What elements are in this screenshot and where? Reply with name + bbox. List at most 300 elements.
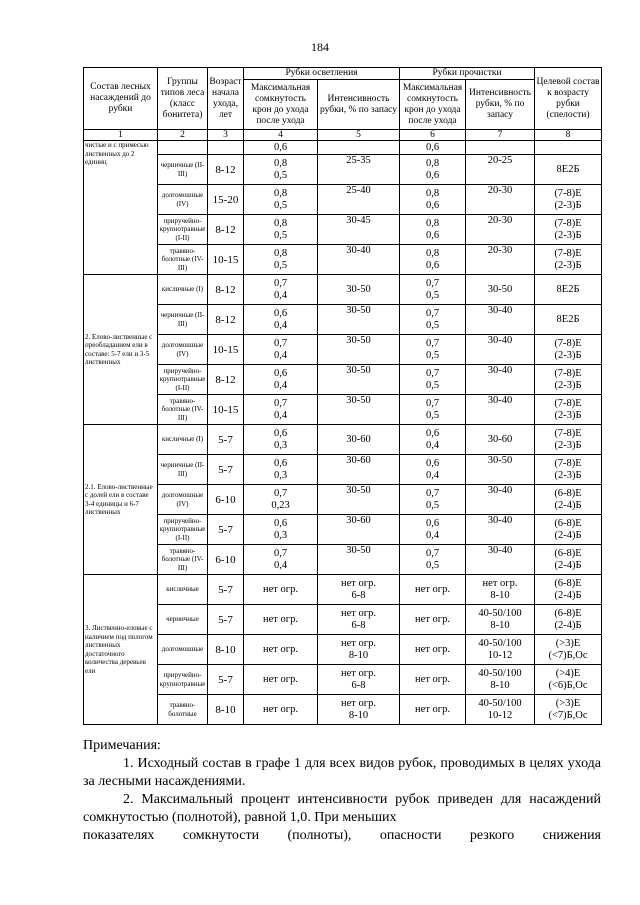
table-row — [84, 215, 602, 245]
forest-type-cell-line: долгомошные — [161, 645, 204, 654]
pro-intensity-cell — [466, 425, 535, 455]
forest-type-cell-line: травяно-болотные (IV-III) — [161, 246, 204, 272]
osv-max-closure-cell — [244, 141, 318, 155]
pro-intensity-cell — [466, 365, 535, 395]
notes-title: Примечания: — [83, 738, 161, 753]
pro-intensity-cell — [466, 545, 535, 575]
pro-max-closure-cell-line: 0,7 — [425, 547, 440, 559]
pro-max-closure-cell-line: 0,6 — [425, 169, 440, 181]
pro-max-closure-cell-line: 0,8 — [425, 247, 440, 259]
forest-type-cell — [158, 245, 208, 275]
forest-type-cell-line: приручейно-крупнотравные — [159, 671, 206, 688]
age-cell — [208, 141, 244, 155]
age-cell-line: 6-10 — [215, 553, 236, 566]
osv-intensity-cell — [318, 635, 400, 665]
pro-max-closure-cell-line: 0,6 — [425, 259, 440, 271]
osv-max-closure-cell-line: 0,4 — [273, 319, 288, 331]
osv-max-closure-cell-line: 0,8 — [273, 247, 288, 259]
forest-type-cell — [158, 485, 208, 515]
header-lightening-cuts: Рубки осветления — [244, 68, 400, 80]
pro-intensity-cell — [466, 455, 535, 485]
note-2-continued: показателях сомкнутости (полноты), опасности резкого снижения — [83, 828, 601, 843]
osv-max-closure-cell-line: 0,4 — [273, 379, 288, 391]
osv-max-closure-cell-line: 0,6 — [273, 517, 288, 529]
osv-max-closure-cell — [244, 635, 318, 665]
osv-intensity-cell — [318, 155, 400, 185]
pro-max-closure-cell-line: 0,8 — [425, 187, 440, 199]
header-pro-intensity: Интенсивность рубки, % по запасу — [466, 80, 535, 130]
age-cell — [208, 485, 244, 515]
table-row — [84, 455, 602, 485]
osv-max-closure-cell — [244, 455, 318, 485]
age-cell — [208, 545, 244, 575]
target-composition-cell — [535, 485, 602, 515]
pro-max-closure-cell-line: 0,5 — [425, 559, 440, 571]
osv-intensity-line: 6-8 — [351, 589, 366, 601]
pro-intensity-cell — [466, 245, 535, 275]
osv-max-closure-cell-line: 0,6 — [273, 457, 288, 469]
age-cell — [208, 455, 244, 485]
target-composition-cell — [535, 575, 602, 605]
pro-max-closure-cell — [400, 395, 466, 425]
osv-intensity-cell-line: 30-45 — [346, 215, 371, 226]
target-composition-cell — [535, 185, 602, 215]
pro-max-closure-cell — [400, 575, 466, 605]
age-cell — [208, 305, 244, 335]
pro-max-closure-cell — [400, 275, 466, 305]
pro-intensity-line: 8-10 — [490, 589, 510, 601]
composition-cell — [84, 275, 158, 425]
osv-intensity-cell-line: 30-50 — [346, 485, 371, 496]
age-cell — [208, 425, 244, 455]
forest-type-cell-line: черничные (II-III) — [160, 461, 205, 478]
pro-max-closure-cell — [400, 305, 466, 335]
target-composition-cell — [535, 635, 602, 665]
pro-max-closure-cell-line: нет огр. — [415, 583, 450, 595]
thinning-table — [83, 67, 602, 725]
osv-intensity-cell — [318, 305, 400, 335]
target-composition-cell — [535, 141, 602, 155]
forest-type-cell — [158, 395, 208, 425]
target-composition-cell — [535, 515, 602, 545]
pro-max-closure-cell — [400, 485, 466, 515]
pro-max-closure-cell — [400, 335, 466, 365]
osv-max-closure-cell-line: 0,7 — [273, 547, 288, 559]
age-cell-line: 8-12 — [215, 223, 236, 236]
osv-intensity-cell — [318, 215, 400, 245]
pro-max-closure-cell-line: нет огр. — [415, 613, 450, 625]
header-composition: Состав лесных насаждений до рубки — [84, 68, 158, 130]
target-composition-line: (6-8)Е — [554, 577, 582, 589]
pro-max-closure-cell-line: 0,6 — [425, 141, 440, 153]
target-composition-cell — [535, 695, 602, 725]
col-number: 4 — [244, 130, 318, 141]
pro-intensity-cell — [466, 635, 535, 665]
osv-intensity-cell-line: 25-40 — [346, 185, 371, 196]
pro-max-closure-cell-line: 0,7 — [425, 487, 440, 499]
forest-type-cell-line: приручейно-крупнотравные (I-II) — [159, 216, 206, 242]
forest-type-cell — [158, 185, 208, 215]
age-cell — [208, 335, 244, 365]
target-composition-cell — [535, 335, 602, 365]
pro-intensity-cell-line: 30-60 — [487, 433, 513, 445]
target-composition-cell — [535, 155, 602, 185]
osv-intensity-cell — [318, 185, 400, 215]
target-composition-line: (2-3)Б — [554, 409, 582, 421]
age-cell — [208, 605, 244, 635]
pro-intensity-cell-line: 20-25 — [487, 155, 513, 166]
osv-intensity-cell — [318, 335, 400, 365]
table-row — [84, 695, 602, 725]
pro-intensity-cell — [466, 665, 535, 695]
forest-type-cell — [158, 335, 208, 365]
pro-max-closure-cell — [400, 605, 466, 635]
table-row — [84, 515, 602, 545]
osv-max-closure-cell — [244, 425, 318, 455]
osv-intensity-cell — [318, 695, 400, 725]
target-composition-cell-line: 8Е2Б — [556, 313, 580, 325]
age-cell-line: 15-20 — [212, 193, 239, 206]
pro-intensity-cell — [466, 185, 535, 215]
target-composition-line: (7-8)Е — [554, 187, 582, 199]
pro-intensity-cell — [466, 141, 535, 155]
table-row — [84, 155, 602, 185]
osv-intensity-cell-line: 30-50 — [346, 283, 371, 295]
pro-max-closure-cell — [400, 695, 466, 725]
forest-type-cell — [158, 425, 208, 455]
target-composition-line: (>3)Е — [555, 697, 581, 709]
osv-max-closure-cell-line: 0,8 — [273, 187, 288, 199]
forest-type-cell-line: черничные (II-III) — [160, 161, 205, 178]
age-cell — [208, 395, 244, 425]
age-cell — [208, 695, 244, 725]
pro-max-closure-cell-line: 0,4 — [425, 529, 440, 541]
target-composition-line: (2-3)Б — [554, 229, 582, 241]
pro-intensity-line: 8-10 — [490, 619, 510, 631]
osv-intensity-cell — [318, 245, 400, 275]
pro-max-closure-cell-line: 0,5 — [425, 289, 440, 301]
pro-intensity-cell — [466, 215, 535, 245]
osv-intensity-cell-line: 30-50 — [346, 335, 371, 346]
pro-intensity-cell-line: 20-30 — [487, 215, 513, 226]
osv-intensity-cell — [318, 515, 400, 545]
age-cell-line: 8-12 — [215, 313, 236, 326]
pro-intensity-line: 40-50/100 — [478, 667, 522, 679]
age-cell-line: 10-15 — [212, 253, 239, 266]
pro-max-closure-cell-line: 0,6 — [425, 427, 440, 439]
header-osv-intensity: Интенсивность рубки, % по запасу — [318, 80, 400, 130]
osv-intensity-line: нет огр. — [341, 697, 376, 709]
table-row — [84, 665, 602, 695]
pro-max-closure-cell-line: 0,6 — [425, 229, 440, 241]
osv-intensity-cell — [318, 665, 400, 695]
osv-max-closure-cell-line: 0,3 — [273, 439, 288, 451]
osv-intensity-line: нет огр. — [341, 667, 376, 679]
pro-intensity-cell — [466, 305, 535, 335]
osv-intensity-cell — [318, 141, 400, 155]
osv-intensity-cell — [318, 275, 400, 305]
age-cell — [208, 365, 244, 395]
target-composition-line: (6-8)Е — [554, 487, 582, 499]
pro-max-closure-cell-line: 0,5 — [425, 499, 440, 511]
osv-max-closure-cell-line: 0,4 — [273, 559, 288, 571]
target-composition-cell — [535, 665, 602, 695]
target-composition-cell — [535, 395, 602, 425]
pro-intensity-line: нет огр. — [482, 577, 518, 589]
target-composition-line: (2-4)Б — [554, 559, 582, 571]
age-cell — [208, 665, 244, 695]
target-composition-cell-line: 8Е2Б — [556, 163, 580, 175]
osv-max-closure-cell-line: 0,7 — [273, 337, 288, 349]
osv-intensity-cell — [318, 395, 400, 425]
forest-type-cell — [158, 635, 208, 665]
pro-max-closure-cell — [400, 425, 466, 455]
osv-max-closure-cell-line: 0,6 — [273, 307, 288, 319]
osv-max-closure-cell-line: 0,5 — [273, 229, 288, 241]
target-composition-line: (2-3)Б — [554, 469, 582, 481]
osv-intensity-line: 6-8 — [351, 619, 366, 631]
target-composition-cell — [535, 425, 602, 455]
target-composition-line: (7-8)Е — [554, 337, 582, 349]
osv-max-closure-cell — [244, 545, 318, 575]
osv-intensity-line: 8-10 — [348, 649, 369, 661]
pro-intensity-line: 10-12 — [487, 649, 513, 661]
header-target-composition: Целевой состав к возрасту рубки (спелости) — [535, 68, 602, 130]
age-cell-line: 5-7 — [218, 523, 233, 536]
osv-intensity-cell-line: 30-60 — [346, 515, 371, 526]
pro-intensity-line: 40-50/100 — [478, 637, 522, 649]
age-cell-line: 10-15 — [212, 343, 239, 356]
table-row — [84, 395, 602, 425]
osv-intensity-cell-line: 30-50 — [346, 395, 371, 406]
pro-intensity-line: 8-10 — [490, 679, 510, 691]
pro-intensity-cell — [466, 485, 535, 515]
age-cell-line: 5-7 — [218, 673, 233, 686]
col-number: 5 — [318, 130, 400, 141]
forest-type-cell-line: травяно-болотные (IV-III) — [161, 396, 204, 422]
forest-type-cell-line: кисличные (I) — [161, 285, 204, 294]
note-1: 1. Исходный состав в графе 1 для всех видов рубок, проводимых в целях ухода за лесными насаждениями. — [83, 756, 601, 789]
composition-cell — [84, 425, 158, 575]
target-composition-cell — [535, 215, 602, 245]
osv-max-closure-cell-line: нет огр. — [263, 703, 298, 715]
forest-type-cell — [158, 155, 208, 185]
table-row — [84, 365, 602, 395]
notes — [83, 737, 601, 845]
pro-max-closure-cell — [400, 545, 466, 575]
forest-type-cell-line: приручейно-крупнотравные (I-II) — [159, 366, 206, 392]
target-composition-line: (7-8)Е — [554, 367, 582, 379]
osv-max-closure-cell-line: 0,7 — [273, 487, 288, 499]
osv-intensity-line: 6-8 — [351, 679, 366, 691]
target-composition-cell — [535, 305, 602, 335]
target-composition-cell — [535, 605, 602, 635]
target-composition-cell — [535, 275, 602, 305]
osv-intensity-cell — [318, 605, 400, 635]
age-cell-line: 10-15 — [212, 403, 239, 416]
age-cell-line: 5-7 — [218, 433, 233, 446]
forest-type-cell — [158, 605, 208, 635]
age-cell — [208, 245, 244, 275]
osv-max-closure-cell-line: нет огр. — [263, 613, 298, 625]
table-row — [84, 545, 602, 575]
forest-type-cell-line: приручейно-крупнотравные (I-II) — [159, 516, 206, 542]
osv-max-closure-cell — [244, 185, 318, 215]
age-cell — [208, 515, 244, 545]
forest-type-cell-line: долгомошные (IV) — [161, 191, 204, 208]
osv-max-closure-cell — [244, 515, 318, 545]
forest-type-cell-line: кисличные — [166, 585, 199, 594]
age-cell — [208, 185, 244, 215]
table-row — [84, 575, 602, 605]
forest-type-cell-line: кисличные (I) — [161, 435, 204, 444]
age-cell-line: 5-7 — [218, 613, 233, 626]
forest-type-cell — [158, 365, 208, 395]
osv-intensity-line: нет огр. — [341, 637, 376, 649]
pro-intensity-cell-line: 30-40 — [487, 395, 513, 406]
page-number: 184 — [311, 40, 329, 54]
pro-max-closure-cell — [400, 635, 466, 665]
osv-max-closure-cell — [244, 275, 318, 305]
osv-max-closure-cell — [244, 575, 318, 605]
forest-type-cell — [158, 695, 208, 725]
pro-max-closure-cell-line: 0,6 — [425, 457, 440, 469]
header-pro-max-closure: Максимальная сомкнутость крон до ухода после ухода — [400, 80, 466, 130]
composition-cell-line: 2. Елово-лиственные с преобладанием ели в составе: 5-7 ели и 3-5 лиственных — [85, 332, 153, 366]
osv-intensity-cell-line: 30-50 — [346, 545, 371, 556]
composition-cell-line: 2.1. Елово-лиственные с долей ели в составе 3-4 единицы и 6-7 лиственных — [85, 482, 153, 516]
pro-intensity-cell — [466, 275, 535, 305]
pro-max-closure-cell-line: нет огр. — [415, 703, 450, 715]
pro-intensity-cell — [466, 155, 535, 185]
table-row — [84, 425, 602, 455]
pro-max-closure-cell-line: нет огр. — [415, 673, 450, 685]
forest-type-cell — [158, 515, 208, 545]
pro-max-closure-cell-line: 0,7 — [425, 277, 440, 289]
target-composition-cell — [535, 245, 602, 275]
pro-max-closure-cell-line: 0,7 — [425, 397, 440, 409]
osv-max-closure-cell-line: 0,4 — [273, 289, 288, 301]
pro-intensity-cell-line: 30-40 — [487, 515, 513, 526]
pro-intensity-cell — [466, 695, 535, 725]
osv-max-closure-cell-line: 0,8 — [273, 217, 288, 229]
target-composition-cell — [535, 455, 602, 485]
pro-max-closure-cell-line: 0,5 — [425, 409, 440, 421]
pro-max-closure-cell — [400, 365, 466, 395]
age-cell — [208, 155, 244, 185]
age-cell — [208, 635, 244, 665]
target-composition-line: (7-8)Е — [554, 247, 582, 259]
pro-intensity-cell-line: 30-40 — [487, 485, 513, 496]
pro-intensity-line: 10-12 — [487, 709, 513, 721]
target-composition-line: (<7)Б,Ос — [548, 649, 588, 661]
osv-max-closure-cell-line: нет огр. — [263, 673, 298, 685]
osv-max-closure-cell-line: 0,6 — [273, 141, 288, 153]
osv-intensity-line: 8-10 — [348, 709, 369, 721]
age-cell-line: 6-10 — [215, 493, 236, 506]
age-cell — [208, 575, 244, 605]
pro-max-closure-cell-line: 0,8 — [425, 157, 440, 169]
header-forest-type: Группы типов леса (класс бонитета) — [158, 68, 208, 130]
osv-intensity-cell — [318, 455, 400, 485]
table-row — [84, 335, 602, 365]
pro-max-closure-cell — [400, 455, 466, 485]
osv-intensity-cell — [318, 575, 400, 605]
pro-intensity-cell — [466, 575, 535, 605]
col-number: 3 — [208, 130, 244, 141]
osv-max-closure-cell — [244, 485, 318, 515]
col-number: 7 — [466, 130, 535, 141]
forest-type-cell — [158, 575, 208, 605]
pro-intensity-cell-line: 20-30 — [487, 185, 513, 196]
pro-max-closure-cell-line: 0,7 — [425, 367, 440, 379]
composition-cell — [84, 575, 158, 725]
osv-max-closure-cell-line: 0,4 — [273, 409, 288, 421]
target-composition-line: (>3)Е — [555, 637, 581, 649]
target-composition-cell — [535, 545, 602, 575]
target-composition-cell-line: 8Е2Б — [556, 283, 580, 295]
age-cell-line: 8-10 — [215, 643, 236, 656]
osv-max-closure-cell — [244, 665, 318, 695]
osv-max-closure-cell — [244, 395, 318, 425]
pro-max-closure-cell — [400, 141, 466, 155]
age-cell-line: 8-10 — [215, 703, 236, 716]
target-composition-line: (>4)Е — [555, 667, 581, 679]
col-number: 6 — [400, 130, 466, 141]
osv-max-closure-cell-line: 0,3 — [273, 529, 288, 541]
table-row — [84, 275, 602, 305]
table-row — [84, 605, 602, 635]
pro-max-closure-cell-line: 0,4 — [425, 469, 440, 481]
pro-intensity-cell-line: 30-50 — [487, 283, 513, 295]
composition-cell — [84, 141, 158, 275]
osv-intensity-line: нет огр. — [341, 577, 376, 589]
pro-max-closure-cell — [400, 185, 466, 215]
pro-max-closure-cell-line: 0,7 — [425, 307, 440, 319]
osv-max-closure-cell-line: 0,4 — [273, 349, 288, 361]
header-age: Возраст начала ухода, лет — [208, 68, 244, 130]
header-cleaning-cuts: Рубки прочистки — [400, 68, 535, 80]
target-composition-line: (2-3)Б — [554, 439, 582, 451]
osv-intensity-cell — [318, 485, 400, 515]
pro-max-closure-cell — [400, 515, 466, 545]
age-cell — [208, 275, 244, 305]
column-number-row — [84, 130, 602, 141]
table-row — [84, 245, 602, 275]
forest-type-cell — [158, 141, 208, 155]
table-row — [84, 305, 602, 335]
osv-max-closure-cell — [244, 695, 318, 725]
forest-type-cell-line: черничные (II-III) — [160, 311, 205, 328]
pro-max-closure-cell — [400, 665, 466, 695]
forest-type-cell-line: травяно-болотные — [168, 701, 197, 718]
target-composition-line: (2-3)Б — [554, 349, 582, 361]
forest-type-cell-line: травяно-болотные (IV-III) — [161, 546, 204, 572]
pro-intensity-cell — [466, 515, 535, 545]
osv-intensity-cell-line: 30-50 — [346, 305, 371, 316]
osv-max-closure-cell-line: 0,7 — [273, 277, 288, 289]
osv-intensity-cell-line: 30-60 — [346, 455, 371, 466]
osv-intensity-cell-line: 25-35 — [346, 155, 371, 166]
header-osv-max-closure: Максимальная сомкнутость крон до ухода после ухода — [244, 80, 318, 130]
osv-max-closure-cell — [244, 605, 318, 635]
forest-type-cell — [158, 305, 208, 335]
osv-max-closure-cell — [244, 215, 318, 245]
osv-max-closure-cell-line: 0,3 — [273, 469, 288, 481]
note-2: 2. Максимальный процент интенсивности рубок приведен для насаждений сомкнутостью (полнотой), равной 1,0. При меньших — [83, 792, 601, 825]
pro-max-closure-cell-line: 0,5 — [425, 319, 440, 331]
osv-max-closure-cell-line: 0,7 — [273, 397, 288, 409]
